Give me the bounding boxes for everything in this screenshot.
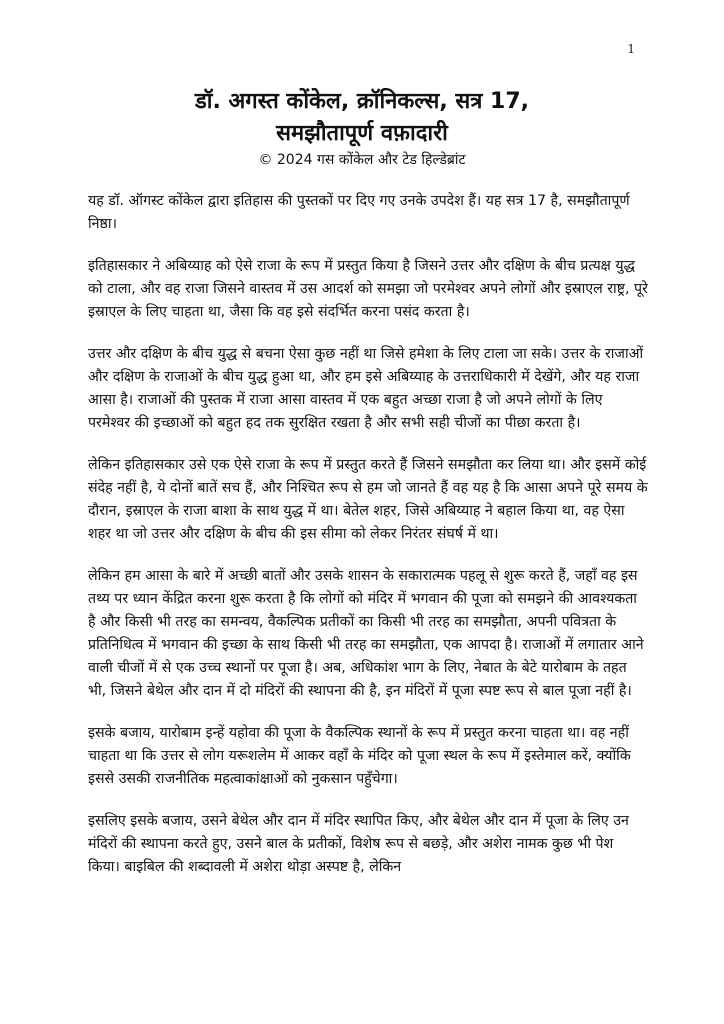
page-title-line-2: समझौतापूर्ण वफ़ादारी [276,121,448,146]
paragraph: यह डॉ. ऑगस्ट कोंकेल द्वारा इतिहास की पुस्तकों पर दिए गए उनके उपदेश हैं। यह सत्र 17 है, समझौतापूर्ण निष्ठा। [88,193,630,232]
paragraph: इसलिए इसके बजाय, उसने बेथेल और दान में मंदिर स्थापित किए, और बेथेल और दान में पूजा के लिए उन मंदिरों की स्थापना करते हुए, उसने बाल के प्रतीकों, विशेष रूप से बछड़े, और अशेरा नामक कुछ भी पेश किया। बाइबिल की शब्दावली में अशेरा थोड़ा अस्पष्ट है, लेकिन [88,813,629,875]
paragraph: उत्तर और दक्षिण के बीच युद्ध से बचना ऐसा कुछ नहीं था जिसे हमेशा के लिए टाला जा सके। उत्तर के राजाओं और दक्षिण के राजाओं के बीच युद्ध हुआ था, और हम इसे अबिय्याह के उत्तराधिकारी में देखेंगे, और यह राजा आसा है। राजाओं की पुस्तक में राजा आसा वास्तव में एक बहुत अच्छा राजा है जो अपने लोगों के लिए परमेश्वर की इच्छाओं को बहुत हद तक सुरक्षित रखता है और सभी सही चीजों का पीछा करता है। [88,346,644,431]
paragraph: लेकिन हम आसा के बारे में अच्छी बातों और उसके शासन के सकारात्मक पहलू से शुरू करते हैं, जहाँ वह इस तथ्य पर ध्यान केंद्रित करना शुरू करता है कि लोगों को मंदिर में भगवान की पूजा को समझने की आवश्यकता है और किसी भी तरह का समन्वय, वैकल्पिक प्रतीकों का किसी भी तरह का समझौता, अपनी पवित्रता के प्रतिनिधित्व में भगवान की इच्छा के साथ किसी भी तरह का समझौता, एक आपदा है। राजाओं में लगातार आने वाली चीजों में से एक उच्च स्थानों पर पूजा है। अब, अधिकांश भाग के लिए, नेबात के बेटे यारोबाम के तहत भी, जिसने बेथेल और दान में दो मंदिरों की स्थापना की है, इन मंदिरों में पूजा स्पष्ट रूप से बाल पूजा नहीं है। [88,568,644,699]
paragraph: इतिहासकार ने अबिय्याह को ऐसे राजा के रूप में प्रस्तुत किया है जिसने उत्तर और दक्षिण के बीच प्रत्यक्ष युद्ध को टाला, और वह राजा जिसने वास्तव में उस आदर्श को समझा जो परमेश्वर अपने लोगों और इस्राएल राष्ट्र, पूरे इस्राएल के लिए चाहता था, जैसा कि वह इसे संदर्भित करना पसंद करता है। [88,258,648,320]
page-title-line-1: डॉ. अगस्त कोंकेल, क्रॉनिकल्स, सत्र 17, [195,89,529,114]
copyright-line: © 2024 गस कोंकेल और टेड हिल्डेब्रांट [258,152,466,168]
paragraph: लेकिन इतिहासकार उसे एक ऐसे राजा के रूप में प्रस्तुत करते हैं जिसने समझौता कर लिया था। और इसमें कोई संदेह नहीं है, ये दोनों बातें सच हैं, और निश्चित रूप से हम जो जानते हैं वह यह है कि आसा अपने पूरे समय के दौरान, इस्राएल के राजा बाशा के साथ युद्ध में था। बेतेल शहर, जिसे अबिय्याह ने बहाल किया था, वह ऐसा शहर था जो उत्तर और दक्षिण के बीच की इस सीमा को लेकर निरंतर संघर्ष में था। [88,457,648,542]
page-number: 1 [627,42,635,56]
paragraph: इसके बजाय, यारोबाम इन्हें यहोवा की पूजा के वैकल्पिक स्थानों के रूप में प्रस्तुत करना चाहता था। वह नहीं चाहता था कि उत्तर से लोग यरूशलेम में आकर वहाँ के मंदिर को पूजा स्थल के रूप में इस्तेमाल करें, क्योंकि इससे उसकी राजनीतिक महत्वाकांक्षाओं को नुकसान पहुँचेगा। [88,725,631,787]
body-text [88,190,648,898]
title-block [60,86,664,170]
